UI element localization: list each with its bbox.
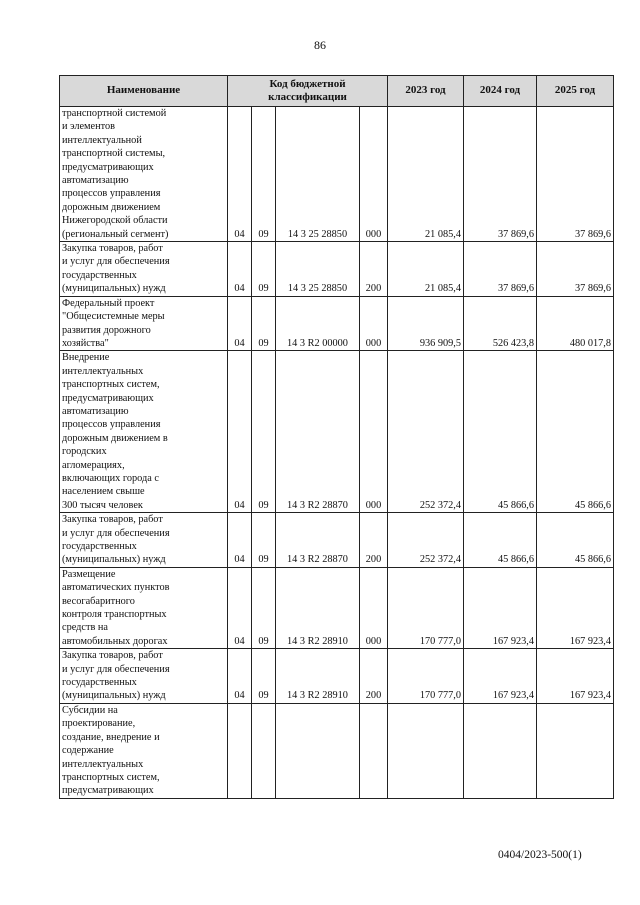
row-name: Закупка товаров, работ и услуг для обеспечения государственных (муниципальных) нужд [60, 649, 228, 704]
header-2023: 2023 год [388, 76, 464, 107]
code-target: 14 3 R2 28910 [276, 649, 360, 704]
amount-2024: 167 923,4 [464, 567, 537, 648]
code-section: 04 [228, 351, 252, 513]
amount-2025: 37 869,6 [537, 107, 614, 242]
code-expense-type: 200 [360, 242, 388, 297]
code-target [276, 703, 360, 798]
code-target: 14 3 25 28850 [276, 107, 360, 242]
document-code: 0404/2023-500(1) [498, 849, 582, 861]
code-target: 14 3 R2 28910 [276, 567, 360, 648]
code-section: 04 [228, 567, 252, 648]
code-expense-type: 000 [360, 296, 388, 351]
code-target: 14 3 25 28850 [276, 242, 360, 297]
code-section: 04 [228, 513, 252, 568]
amount-2023: 252 372,4 [388, 513, 464, 568]
code-subsection: 09 [252, 296, 276, 351]
row-name: Внедрение интеллектуальных транспортных систем, предусматривающих автоматизацию процессов управления дорожным движением в городских агломерациях, включающих города с населением свыше 300 тысяч человек [60, 351, 228, 513]
amount-2023: 170 777,0 [388, 649, 464, 704]
header-2024: 2024 год [464, 76, 537, 107]
code-expense-type: 000 [360, 107, 388, 242]
amount-2025: 45 866,6 [537, 513, 614, 568]
amount-2023: 252 372,4 [388, 351, 464, 513]
code-subsection: 09 [252, 513, 276, 568]
amount-2023: 21 085,4 [388, 242, 464, 297]
row-name: Субсидии на проектирование, создание, внедрение и содержание интеллектуальных транспортных систем, предусматривающих [60, 703, 228, 798]
table-row [60, 296, 614, 351]
table-row [60, 242, 614, 297]
table-header-row [60, 76, 614, 107]
code-target: 14 3 R2 28870 [276, 351, 360, 513]
amount-2024: 45 866,6 [464, 513, 537, 568]
code-expense-type: 200 [360, 649, 388, 704]
row-name: Закупка товаров, работ и услуг для обеспечения государственных (муниципальных) нужд [60, 513, 228, 568]
amount-2025: 167 923,4 [537, 649, 614, 704]
amount-2024: 45 866,6 [464, 351, 537, 513]
table-row [60, 513, 614, 568]
code-subsection: 09 [252, 351, 276, 513]
code-subsection [252, 703, 276, 798]
code-target: 14 3 R2 00000 [276, 296, 360, 351]
page-number: 86 [314, 38, 326, 52]
code-target: 14 3 R2 28870 [276, 513, 360, 568]
code-subsection: 09 [252, 567, 276, 648]
amount-2025 [537, 703, 614, 798]
code-subsection: 09 [252, 107, 276, 242]
header-code: Код бюджетной классификации [228, 76, 388, 107]
amount-2024: 526 423,8 [464, 296, 537, 351]
amount-2025: 167 923,4 [537, 567, 614, 648]
code-subsection: 09 [252, 242, 276, 297]
row-name: Федеральный проект "Общесистемные меры развития дорожного хозяйства" [60, 296, 228, 351]
amount-2023 [388, 703, 464, 798]
table-row [60, 107, 614, 242]
amount-2024: 37 869,6 [464, 107, 537, 242]
budget-table [59, 75, 614, 799]
code-expense-type: 000 [360, 567, 388, 648]
row-name: Размещение автоматических пунктов весогабаритного контроля транспортных средств на автомобильных дорогах [60, 567, 228, 648]
code-section [228, 703, 252, 798]
code-section: 04 [228, 296, 252, 351]
code-section: 04 [228, 107, 252, 242]
code-expense-type: 200 [360, 513, 388, 568]
code-expense-type [360, 703, 388, 798]
header-name: Наименование [60, 76, 228, 107]
code-section: 04 [228, 242, 252, 297]
amount-2025: 37 869,6 [537, 242, 614, 297]
table-row [60, 567, 614, 648]
row-name: Закупка товаров, работ и услуг для обеспечения государственных (муниципальных) нужд [60, 242, 228, 297]
amount-2023: 21 085,4 [388, 107, 464, 242]
amount-2025: 45 866,6 [537, 351, 614, 513]
amount-2025: 480 017,8 [537, 296, 614, 351]
amount-2024 [464, 703, 537, 798]
amount-2024: 37 869,6 [464, 242, 537, 297]
code-subsection: 09 [252, 649, 276, 704]
row-name: транспортной системой и элементов интеллектуальной транспортной системы, предусматривающих автоматизацию процессов управления дорожным движением Нижегородской области (региональный сегмент) [60, 107, 228, 242]
table-row [60, 351, 614, 513]
header-2025: 2025 год [537, 76, 614, 107]
amount-2023: 170 777,0 [388, 567, 464, 648]
amount-2024: 167 923,4 [464, 649, 537, 704]
code-section: 04 [228, 649, 252, 704]
code-expense-type: 000 [360, 351, 388, 513]
table-row [60, 649, 614, 704]
table-row [60, 703, 614, 798]
amount-2023: 936 909,5 [388, 296, 464, 351]
